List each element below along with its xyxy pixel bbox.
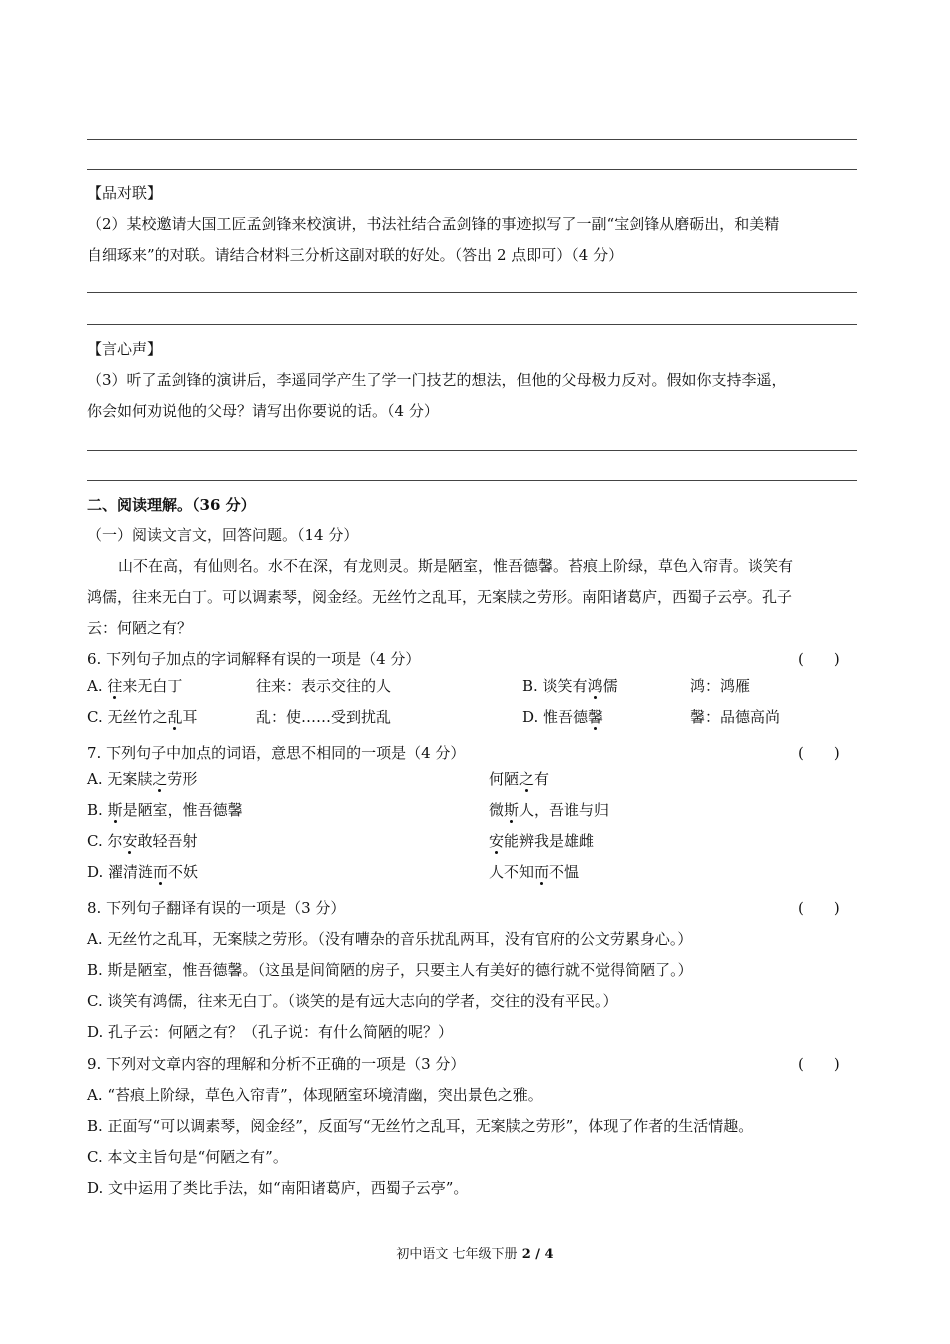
dotted-char: 安 (489, 832, 505, 850)
dotted-char: 乱 (167, 708, 183, 726)
dotted-char: 而 (534, 863, 550, 881)
couplet-heading: 【品对联】 (87, 184, 163, 202)
option-d: D. 濯清涟而不妖 (87, 863, 199, 881)
dotted-char: 之 (519, 770, 535, 788)
option-c: C. 谈笑有鸿儒，往来无白丁。（谈笑的是有远大志向的学者，交往的没有平民。） (87, 992, 618, 1010)
option-c-compare: 安能辨我是雄雌 (489, 832, 595, 850)
dotted-char: 馨 (588, 708, 604, 726)
option-d: D. 惟吾德馨 (522, 708, 604, 726)
dotted-char: 鸿 (587, 677, 603, 695)
option-b: B. 谈笑有鸿儒 (522, 677, 618, 695)
option-d-compare: 人不知而不愠 (489, 863, 580, 881)
question-6-stem: 6. 下列句子加点的字词解释有误的一项是（4 分） (87, 650, 421, 668)
answer-line (87, 169, 857, 170)
option-c-gloss: 乱：使……受到扰乱 (256, 708, 392, 726)
dotted-char: 斯 (504, 801, 520, 819)
option-d: D. 文中运用了类比手法，如“南阳诸葛庐，西蜀子云亭”。 (87, 1179, 469, 1197)
option-a: A. 无丝竹之乱耳，无案牍之劳形。（没有嘈杂的音乐扰乱两耳，没有官府的公文劳累身心。） (87, 930, 693, 948)
option-b: B. 斯是陋室，惟吾德馨 (87, 801, 243, 819)
question-9-stem: 9. 下列对文章内容的理解和分析不正确的一项是（3 分） (87, 1055, 466, 1073)
answer-line (87, 324, 857, 325)
option-c: C. 无丝竹之乱耳 (87, 708, 198, 726)
dotted-char: 安 (122, 832, 138, 850)
dotted-char: 之 (152, 770, 168, 788)
option-a: A. “苔痕上阶绿，草色入帘青”，体现陋室环境清幽，突出景色之雅。 (87, 1086, 543, 1104)
dotted-char: 而 (153, 863, 169, 881)
question-3-text: （3）听了孟剑锋的演讲后，李遥同学产生了学一门技艺的想法，但他的父母极力反对。假如你支持李遥， (87, 371, 787, 389)
dotted-char: 往 (107, 677, 123, 695)
question-2-text: 自细琢来”的对联。请结合材料三分析这副对联的好处。（答出 2 点即可）（4 分） (87, 246, 624, 264)
answer-blank: ( ) (798, 744, 840, 762)
question-2-text: （2）某校邀请大国工匠孟剑锋来校演讲，书法社结合孟剑锋的事迹拟写了一副“宝剑锋从磨砺出，和美精 (87, 215, 780, 233)
answer-line (87, 480, 857, 481)
part-heading: （一）阅读文言文，回答问题。（14 分） (87, 526, 359, 544)
option-a: A. 往来无白丁 (87, 677, 183, 695)
passage-line: 云：何陋之有？ (87, 619, 193, 637)
option-a-gloss: 往来：表示交往的人 (256, 677, 392, 695)
page-number: 2 / 4 (521, 1247, 554, 1262)
dotted-char: 斯 (107, 801, 123, 819)
question-7-stem: 7. 下列句子中加点的词语，意思不相同的一项是（4 分） (87, 744, 466, 762)
answer-blank: ( ) (798, 650, 840, 668)
answer-line (87, 450, 857, 451)
option-a-compare: 何陋之有 (489, 770, 550, 788)
answer-line (87, 139, 857, 140)
option-d-gloss: 馨：品德高尚 (690, 708, 781, 726)
option-b: B. 正面写“可以调素琴，阅金经”，反面写“无丝竹之乱耳，无案牍之劳形”，体现了作者的生活情趣。 (87, 1117, 754, 1135)
option-b-compare: 微斯人，吾谁与归 (489, 801, 610, 819)
option-b-gloss: 鸿：鸿雁 (690, 677, 751, 695)
answer-line (87, 292, 857, 293)
question-8-stem: 8. 下列句子翻译有误的一项是（3 分） (87, 899, 346, 917)
page-footer (0, 1246, 950, 1264)
option-a: A. 无案牍之劳形 (87, 770, 198, 788)
answer-blank: ( ) (798, 899, 840, 917)
option-c: C. 本文主旨句是“何陋之有”。 (87, 1148, 288, 1166)
section-heading: 二、阅读理解。（36 分） (87, 496, 256, 514)
voice-heading: 【言心声】 (87, 340, 163, 358)
option-c: C. 尔安敢轻吾射 (87, 832, 198, 850)
passage-line: 鸿儒，往来无白丁。可以调素琴，阅金经。无丝竹之乱耳，无案牍之劳形。南阳诸葛庐，西蜀子云亭。孔子 (87, 588, 793, 606)
passage-line: 山不在高，有仙则名。水不在深，有龙则灵。斯是陋室，惟吾德馨。苔痕上阶绿，草色入帘青。谈笑有 (118, 557, 794, 575)
option-d: D. 孔子云：何陋之有？（孔子说：有什么简陋的呢？） (87, 1023, 454, 1041)
question-3-text: 你会如何劝说他的父母？请写出你要说的话。（4 分） (87, 402, 439, 420)
answer-blank: ( ) (798, 1055, 840, 1073)
footer-text: 初中语文 七年级下册 (396, 1247, 522, 1262)
option-b: B. 斯是陋室，惟吾德馨。（这虽是间简陋的房子，只要主人有美好的德行就不觉得简陋了。） (87, 961, 693, 979)
